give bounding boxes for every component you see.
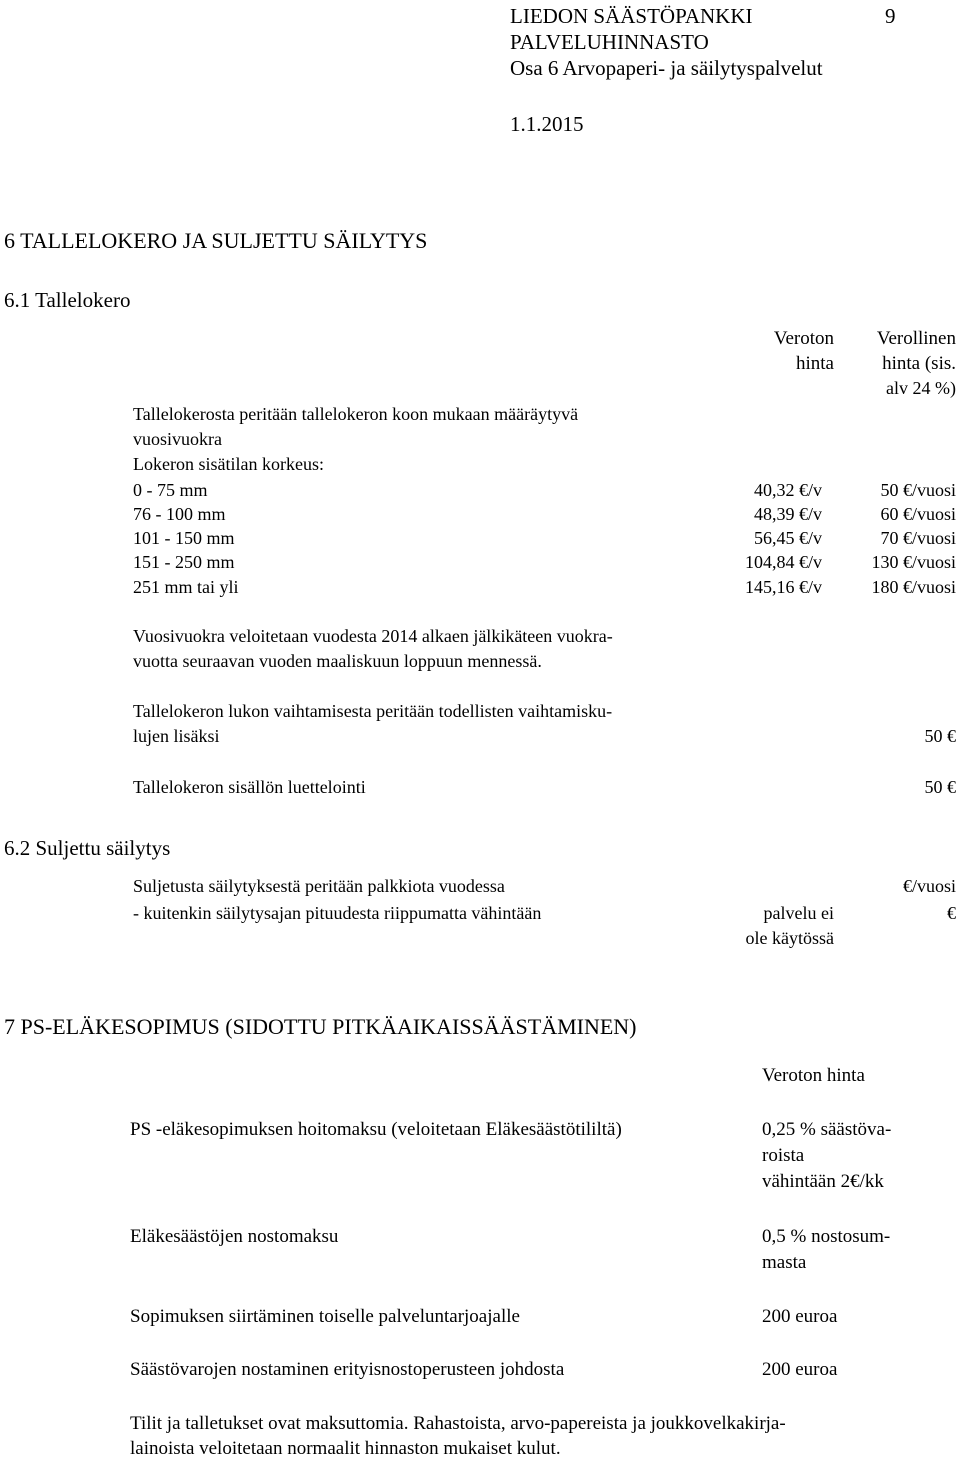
section-6-2-title: 6.2 Suljettu säilytys	[4, 836, 171, 860]
lock-line-1: Tallelokeron lukon vaihtamisesta peritään todellisten vaihtamisku-	[133, 701, 613, 721]
transfer-label: Sopimuksen siirtäminen toiselle palveluntarjoajalle	[130, 1306, 520, 1327]
section-7-col-header: Veroton hinta	[762, 1065, 865, 1086]
row-label: 0 - 75 mm	[133, 480, 208, 500]
row-gross-price: 180 €/vuosi	[871, 577, 956, 597]
section-6-1-title: 6.1 Tallelokero	[4, 288, 131, 312]
closed-line-2: - kuitenkin säilytysajan pituudesta riippumatta vähintään	[133, 903, 542, 923]
closed-price-2: €	[947, 903, 956, 923]
closed-status-2: ole käytössä	[745, 928, 834, 948]
special-withdrawal-value: 200 euroa	[762, 1359, 838, 1380]
note-line-1: Vuosivuokra veloitetaan vuodesta 2014 alkaen jälkikäteen vuokra-	[133, 626, 613, 646]
closed-price-1: €/vuosi	[902, 876, 956, 896]
col-veroton-2: hinta	[796, 353, 834, 374]
row-net-price: 40,32 €/v	[753, 480, 822, 500]
col-verollinen-2: hinta (sis.	[882, 353, 956, 374]
row-net-price: 56,45 €/v	[753, 528, 822, 548]
special-withdrawal-label: Säästövarojen nostaminen erityisnostoperusteen johdosta	[130, 1359, 565, 1380]
note-line-2: vuotta seuraavan vuoden maaliskuun loppuun mennessä.	[133, 651, 542, 671]
intro-line-2: vuosivuokra	[133, 429, 222, 449]
section-7-title: 7 PS-ELÄKESOPIMUS (SIDOTTU PITKÄAIKAISSÄÄSTÄMINEN)	[4, 1014, 637, 1039]
row-label: 151 - 250 mm	[133, 552, 235, 572]
lock-price: 50 €	[924, 726, 956, 746]
footer-line-1: Tilit ja talletukset ovat maksuttomia. Rahastoista, arvo-papereista ja joukkovelkakirja-	[130, 1413, 786, 1434]
header-part: Osa 6 Arvopaperi- ja säilytyspalvelut	[510, 56, 823, 80]
intro-line-1: Tallelokerosta peritään tallelokeron koon mukaan määräytyvä	[133, 404, 579, 424]
withdrawal-fee-value-1: 0,5 % nostosum-	[762, 1226, 891, 1247]
withdrawal-fee-label: Eläkesäästöjen nostomaksu	[130, 1226, 339, 1247]
closed-status-1: palvelu ei	[763, 903, 834, 923]
row-net-price: 104,84 €/v	[744, 552, 822, 572]
row-gross-price: 130 €/vuosi	[871, 552, 956, 572]
page-number: 9	[885, 4, 896, 28]
row-gross-price: 70 €/vuosi	[880, 528, 956, 548]
row-gross-price: 60 €/vuosi	[880, 504, 956, 524]
ps-fee-value-2: roista	[762, 1145, 805, 1166]
inventory-label: Tallelokeron sisällön luettelointi	[133, 777, 366, 797]
intro-line-3: Lokeron sisätilan korkeus:	[133, 454, 324, 474]
footer-line-2: lainoista veloitetaan normaalit hinnaston mukaiset kulut.	[130, 1438, 561, 1459]
closed-line-1: Suljetusta säilytyksestä peritään palkkiota vuodessa	[133, 876, 505, 896]
ps-fee-value-3: vähintään 2€/kk	[762, 1171, 884, 1192]
ps-fee-label: PS -eläkesopimuksen hoitomaksu (veloitetaan Eläkesäästötililtä)	[130, 1119, 622, 1140]
row-gross-price: 50 €/vuosi	[880, 480, 956, 500]
header-bank-name: LIEDON SÄÄSTÖPANKKI	[510, 4, 753, 28]
section-6-title: 6 TALLELOKERO JA SULJETTU SÄILYTYS	[4, 228, 428, 253]
header-price-list: PALVELUHINNASTO	[510, 30, 709, 54]
row-net-price: 48,39 €/v	[753, 504, 822, 524]
header-date: 1.1.2015	[510, 112, 584, 136]
inventory-price: 50 €	[924, 777, 956, 797]
lock-line-2: lujen lisäksi	[133, 726, 220, 746]
ps-fee-value-1: 0,25 % säästöva-	[762, 1119, 892, 1140]
withdrawal-fee-value-2: masta	[762, 1252, 807, 1273]
col-verollinen-3: alv 24 %)	[886, 378, 956, 398]
row-net-price: 145,16 €/v	[744, 577, 822, 597]
col-veroton-1: Veroton	[773, 328, 834, 349]
row-label: 251 mm tai yli	[133, 577, 239, 597]
transfer-value: 200 euroa	[762, 1306, 838, 1327]
row-label: 101 - 150 mm	[133, 528, 235, 548]
col-verollinen-1: Verollinen	[876, 328, 956, 349]
row-label: 76 - 100 mm	[133, 504, 226, 524]
